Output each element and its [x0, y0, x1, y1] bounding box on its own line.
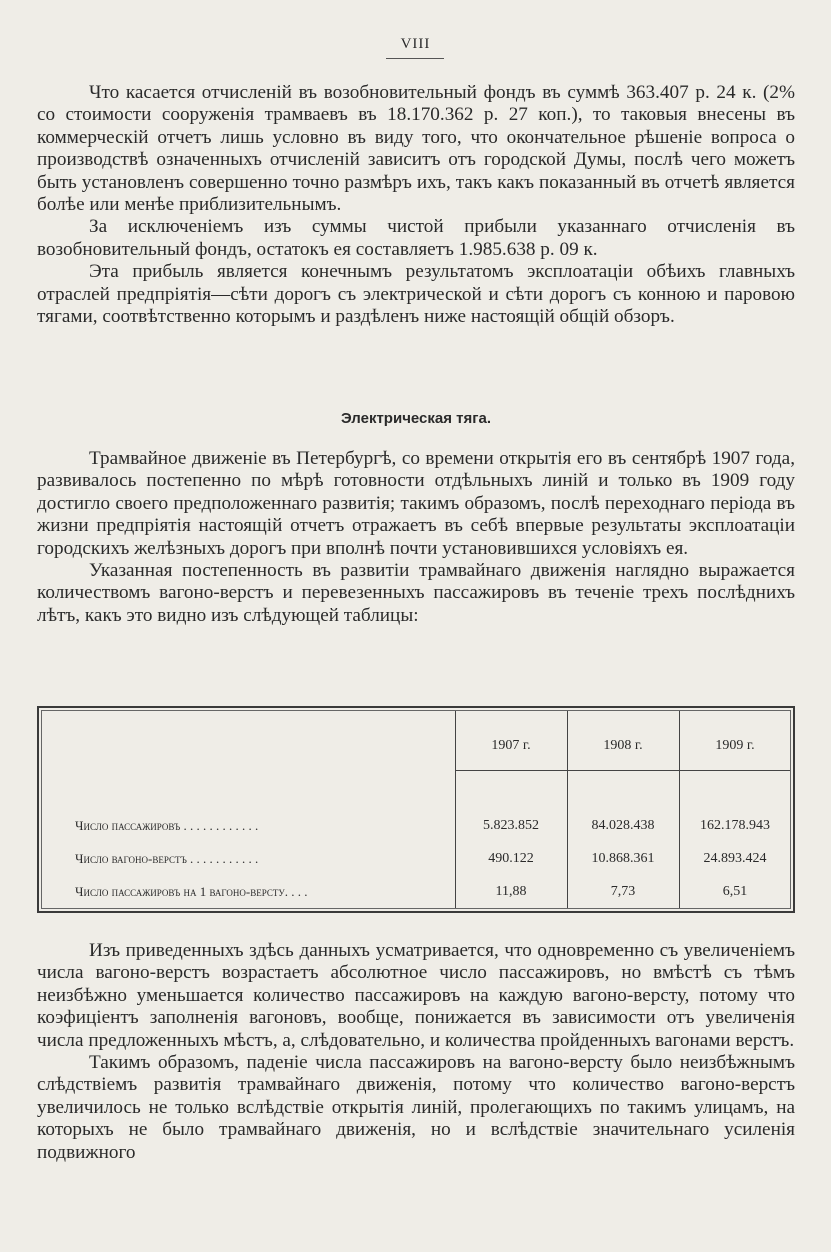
- table-cell: 10.868.361: [591, 851, 655, 866]
- paragraph-table-intro: Указанная постепенность въ развитіи трамвайнаго движенія наглядно выражается количествомъ вагоно-верстъ и перевезенныхъ пассажировъ въ теченіе трехъ послѣднихъ лѣтъ, какъ это видно изъ слѣдующей таблицы:: [37, 560, 795, 626]
- table-column-divider: [679, 711, 680, 908]
- page-number-rule: [386, 58, 444, 59]
- table-row-label-passengers: Число пассажировъ . . . . . . . . . . . .: [75, 818, 259, 833]
- paragraph-tram-history: Трамвайное движеніе въ Петербургѣ, со времени открытія его въ сентябрѣ 1907 года, развивалось постепенно по мѣрѣ готовности отдѣльныхъ линій и только въ 1909 году достигло своего предположеннаго развитія; такимъ образомъ, послѣ переходнаго періода въ жизни предпріятія настоящій отчетъ отражаетъ въ себѣ впервые результаты эксплоатаціи городскихъ желѣзныхъ дорогъ при вполнѣ почти установившихся условіяхъ ея.: [37, 448, 795, 559]
- table-header-1907: 1907 г.: [491, 738, 531, 753]
- table-column-divider: [455, 711, 456, 908]
- paragraph-data-analysis: Изъ приведенныхъ здѣсь данныхъ усматривается, что одновременно съ увеличеніемъ числа вагоно-верстъ возрастаетъ абсолютное число пассажировъ, но вмѣстѣ съ тѣмъ неизбѣжно уменьшается количество пассажировъ на каждую вагоно-версту, потому что коэфиціентъ заполненія вагоновъ, вообще, понижается въ зависимости отъ увеличенія числа предложенныхъ мѣстъ, а, слѣдовательно, и количества пройденныхъ вагонами верстъ.: [37, 940, 795, 1051]
- table-header-1909: 1909 г.: [715, 738, 755, 753]
- table-header-1908: 1908 г.: [603, 738, 643, 753]
- table-cell: 84.028.438: [591, 818, 655, 833]
- electric-section: [37, 448, 795, 627]
- table-cell: 5.823.852: [483, 818, 539, 833]
- table-cell: 6,51: [722, 884, 748, 899]
- table-column-divider: [567, 711, 568, 908]
- table-cell: 11,88: [495, 884, 527, 899]
- statistics-table: [37, 706, 795, 913]
- paragraph-profit-result: Эта прибыль является конечнымъ результатомъ эксплоатаціи обѣихъ главныхъ отраслей предпріятія—сѣти дорогъ съ электрической и сѣти дорогъ съ конною и паровою тягами, соотвѣтственно которымъ и раздѣленъ ниже настоящій общій обзоръ.: [37, 261, 795, 328]
- intro-section: [37, 82, 795, 328]
- table-cell: 490.122: [488, 851, 534, 866]
- section-title-electric: Электрическая тяга.: [340, 410, 492, 427]
- table-header-rule: [456, 770, 790, 771]
- paragraph-depreciation-fund: Что касается отчисленій въ возобновительный фондъ въ суммѣ 363.407 р. 24 к. (2% со стоимости сооруженія трамваевъ въ 18.170.362 р. 27 коп.), то таковыя внесены въ коммерческій отчетъ лишь условно въ виду того, что окончательное рѣшеніе вопроса о производствѣ означенныхъ отчисленій зависитъ отъ городской Думы, послѣ чего можетъ быть установленъ совершенно точно размѣръ ихъ, такъ какъ показанный въ отчетѣ является болѣе или менѣе приблизительнымъ.: [37, 82, 795, 216]
- paragraph-remaining-profit: За исключеніемъ изъ суммы чистой прибыли указаннаго отчисленія въ возобновительный фондъ, остатокъ ея составляетъ 1.985.638 р. 09 к.: [37, 216, 795, 260]
- page-number: VIII: [400, 36, 431, 52]
- table-row-label-car-versts: Число вагоно-верстъ . . . . . . . . . . .: [75, 851, 259, 866]
- table-row-label-passengers-per-verst: Число пассажировъ на 1 вагоно-версту. . . .: [75, 884, 308, 899]
- conclusion-section: [37, 940, 795, 1164]
- table-cell: 7,73: [610, 884, 636, 899]
- table-cell: 162.178.943: [700, 818, 770, 833]
- paragraph-decline-reason: Такимъ образомъ, паденіе числа пассажировъ на вагоно-версту было неизбѣжнымъ слѣдствіемъ развитія трамвайнаго движенія, потому что количество вагоно-верстъ увеличилось не только вслѣдствіе открытія линій, пролегающихъ по такимъ улицамъ, на которыхъ не было трамвайнаго движенія, но и вслѣдствіе значительнаго усиленія подвижного: [37, 1052, 795, 1163]
- table-cell: 24.893.424: [703, 851, 767, 866]
